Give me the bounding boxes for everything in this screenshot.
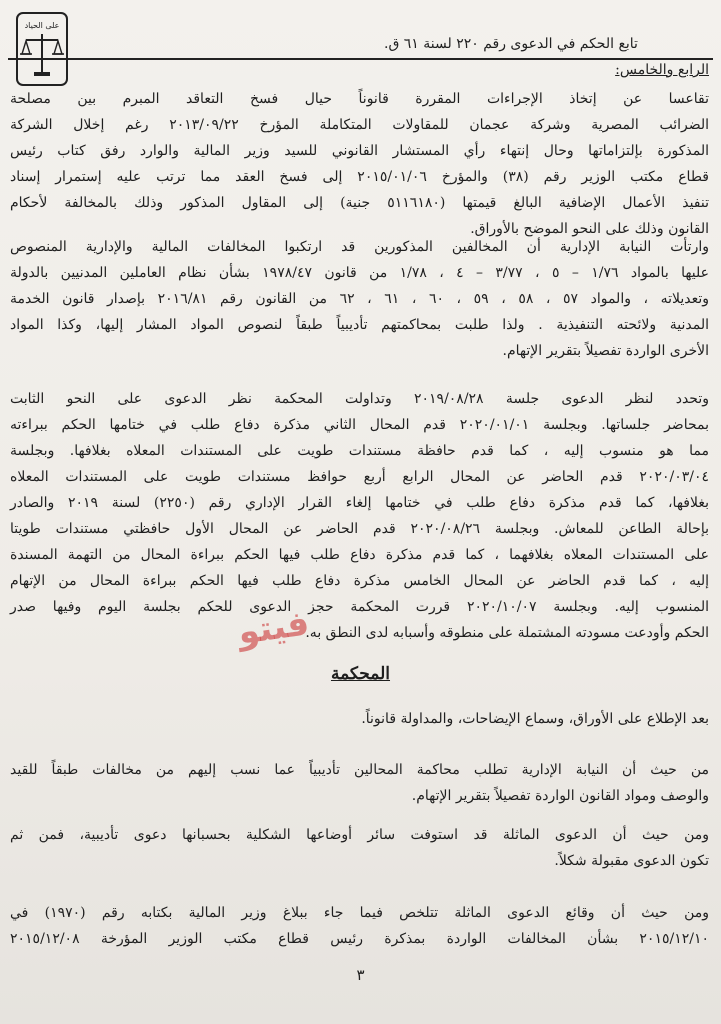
paragraph-line: بمحاضر جلساتها. وبجلسة ٢٠٢٠/٠١/٠١ قدم المحال الثاني مذكرة دفاع طلب في ختامها الحكم ببراءته <box>10 417 709 433</box>
paragraph-line: القانون وذلك على النحو الموضح بالأوراق. <box>470 221 709 237</box>
scales-of-justice-icon <box>14 10 70 88</box>
paragraph-line: من حيث أن النيابة الإدارية تطلب محاكمة المحالين تأديبياً عما نسب إليهم من مخالفات طبقاً للقيد <box>10 762 709 778</box>
paragraph-line: مما هو منسوب إليه ، كما قدم حافظة مستندات طويت على المستندات المعلاه بغلافها. وبجلسة <box>10 443 709 459</box>
paragraph-line: قطاع مكتب الوزير رقم (٣٨) والمؤرخ ٢٠١٥/٠١/٠٦ إلى فسخ العقد مما ترتب عليه إستمرار إسناد <box>10 169 709 185</box>
paragraph-line: ومن حيث أن الدعوى الماثلة قد استوفت سائر أوضاعها الشكلية بحسبانها دعوى تأديبية، فمن ثم <box>10 827 709 843</box>
paragraph-line: وارتأت النيابة الإدارية أن المخالفين المذكورين قد ارتكبوا المخالفات المالية والإدارية المنصوص <box>10 239 709 255</box>
paragraph-line: المنسوب إليه. وبجلسة ٢٠٢٠/١٠/٠٧ قررت المحكمة حجز الدعوى للحكم بجلسة اليوم وفيها صدر <box>10 599 709 615</box>
paragraph-line: الحكم وأودعت مسودته المشتملة على منطوقه وأسبابه لدى النطق به. <box>305 625 709 641</box>
paragraph-line: بغلافها، كما قدم مذكرة دفاع طلب في ختامها إلغاء القرار الإداري رقم (٢٢٥٠) لسنة ٢٠١٩ والصادر <box>10 495 709 511</box>
paragraph-line: الأخرى الواردة تفصيلاً بتقرير الإتهام. <box>502 343 709 359</box>
paragraph-line: ٢٠٢٠/٠٣/٠٤ قدم الحاضر عن المحال الرابع أربع حوافظ مستندات طويت على المستندات المعلاه <box>10 469 709 485</box>
paragraph-1 <box>10 86 709 242</box>
paragraph-line: تكون الدعوى مقبولة شكلاً. <box>554 853 709 869</box>
paragraph-4 <box>10 706 709 732</box>
paragraph-2 <box>10 234 709 364</box>
watermark-text: فيتو <box>235 603 312 653</box>
publisher-logo <box>14 10 70 88</box>
header-divider <box>8 58 713 60</box>
judgment-header: تابع الحكم في الدعوى رقم ٢٢٠ لسنة ٦١ ق. <box>384 36 638 52</box>
paragraph-line: ومن حيث أن وقائع الدعوى الماثلة تتلخص فيما جاء ببلاغ وزير المالية بكتابه رقم (١٩٧٠) في <box>10 905 709 921</box>
paragraph-line: المذكورة بإلتزاماتها وحال إنتهاء رأي المستشار القانوني للسيد وزير المالية والوارد رفق كتاب رئيس <box>10 143 709 159</box>
logo-text: على الحياد <box>24 21 60 30</box>
section-heading: الرابع والخامس: <box>615 62 709 78</box>
page-number: ٣ <box>356 966 365 984</box>
paragraph-line: بعد الإطلاع على الأوراق، وسماع الإيضاحات، والمداولة قانوناً. <box>361 711 709 727</box>
paragraph-line: الضرائب المصرية وشركة عجمان للمقاولات المتكاملة المؤرخ ٢٠١٣/٠٩/٢٢ رغم إخلال الشركة <box>10 117 710 133</box>
paragraph-line: بإحالة الطاعن للمعاش. وبجلسة ٢٠٢٠/٠٨/٢٦ قدم الحاضر عن المحال الأول حافظتي مستندات طويتا <box>10 521 710 537</box>
paragraph-line: ٢٠١٥/١٢/١٠ بشأن المخالفات الواردة بمذكرة رئيس قطاع مكتب الوزير المؤرخة ٢٠١٥/١٢/٠٨ <box>10 931 709 947</box>
paragraph-line: على المستندات المعلاه بغلافهما ، كما قدم مذكرة دفاع طلب فيها الحكم ببراءة المحال من التهمة المسندة <box>10 547 709 563</box>
paragraph-line: عليها بالمواد ١/٧٦ – ٥ ، ٣/٧٧ – ٤ ، ١/٧٨ من قانون ١٩٧٨/٤٧ بشأن نظام العاملين المدنيين بالدولة <box>10 265 710 281</box>
paragraph-5 <box>10 757 709 809</box>
paragraph-3 <box>10 386 709 646</box>
paragraph-6 <box>10 822 709 874</box>
court-heading: المحكمة <box>330 664 391 684</box>
paragraph-line: وتحدد لنظر الدعوى جلسة ٢٠١٩/٠٨/٢٨ وتداولت المحكمة نظر الدعوى على النحو الثابت <box>10 391 709 407</box>
paragraph-line: تقاعسا عن إتخاذ الإجراءات المقررة قانوناً حيال فسخ التعاقد المبرم بين مصلحة <box>10 91 709 107</box>
paragraph-line: المدنية ولائحته التنفيذية . ولذا طلبت بمحاكمتهم تأديبياً طبقاً لنصوص المواد المشار إليها، وكذا المواد <box>10 317 709 333</box>
paragraph-line: تنفيذ الأعمال الإضافية البالغ قيمتها (٥١١٦١٨٠ جنية) إلى المقاول المذكور وذلك بالمخالفة لأحكام <box>10 195 710 211</box>
paragraph-line: والوصف ومواد القانون الواردة تفصيلاً بتقرير الإتهام. <box>411 788 709 804</box>
paragraph-line: وتعديلاته ، والمواد ٥٧ ، ٥٨ ، ٥٩ ، ٦٠ ، ٦١ ، ٦٢ من القانون رقم ٢٠١٦/٨١ بإصدار قانون الخدمة <box>10 291 710 307</box>
paragraph-line: إليه ، كما قدم الحاضر عن المحال الخامس مذكرة دفاع طلب فيها الحكم ببراءة المحال من الإتهام <box>10 573 709 589</box>
paragraph-7 <box>10 900 709 952</box>
